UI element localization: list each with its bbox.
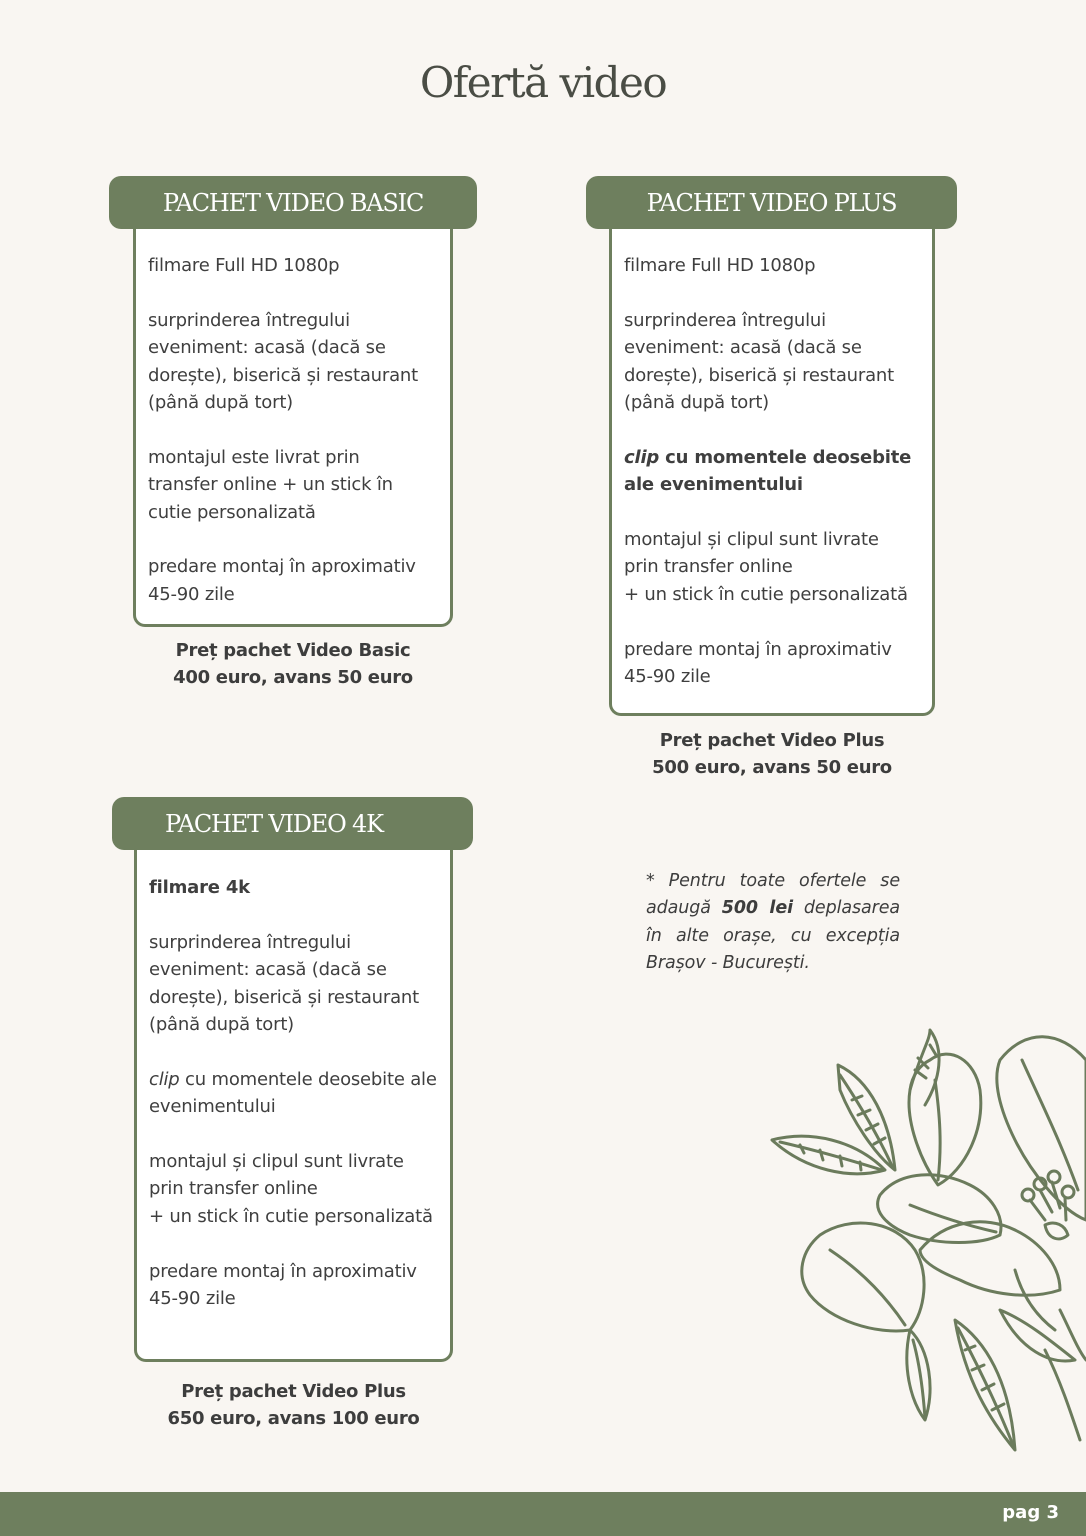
package-item-text: filmare Full HD 1080p [624,255,816,276]
page-footer [0,1492,1086,1536]
package-item [149,874,438,901]
package-item-text: filmare Full HD 1080p [148,255,340,276]
package-item [148,553,438,608]
package-item-emphasis: clip [624,446,660,468]
package-item [148,252,438,279]
note-text-before: * Pentru toate ofertele se adaugă [646,871,900,919]
package-item-text: cu momentele deosebite ale evenimentului [624,446,912,496]
package-header-plus: PACHET VIDEO PLUS [586,176,957,229]
package-item [149,1066,438,1121]
package-item [148,307,438,417]
package-header-basic: PACHET VIDEO BASIC [109,176,477,229]
package-item [624,307,920,417]
travel-fee-note [646,868,900,978]
note-highlight: 500 lei [721,898,794,919]
package-item-text: predare montaj în aproximativ 45-90 zile [148,556,416,605]
package-item-text: cu momentele deosebite ale evenimentului [149,1068,437,1118]
package-header-4k: PACHET VIDEO 4K [112,797,473,850]
package-item [149,929,438,1039]
package-item [149,1258,438,1313]
package-item-text: surprinderea întregului eveniment: acasă (dacă se dorește), biserică și restaurant (până după tort) [149,931,419,1036]
package-item [624,252,920,279]
package-items [149,874,438,1312]
package-card-basic [133,226,453,627]
package-card-plus [609,226,935,716]
package-item-text: montajul este livrat prin transfer online + un stick în cutie personalizată [148,446,393,523]
package-items [624,252,920,690]
package-item-text: surprinderea întregului eveniment: acasă (dacă se dorește), biserică și restaurant (până după tort) [624,309,894,414]
package-item [624,636,920,691]
package-item-text: predare montaj în aproximativ 45-90 zile [624,638,892,688]
floral-illustration [760,1020,1086,1470]
package-item [148,444,438,526]
package-item-text: surprinderea întregului eveniment: acasă (dacă se dorește), biserică și restaurant (până după tort) [148,309,418,414]
note-text-after: deplasarea în alte orașe, cu excepția Brașov - București. [646,898,901,974]
package-item-text: predare montaj în aproximativ 45-90 zile [149,1260,417,1310]
package-price-basic: Preț pachet Video Basic 400 euro, avans 50 euro [173,640,413,689]
package-item [624,526,920,608]
package-item [149,1148,438,1230]
package-item-text: filmare 4k [149,877,250,898]
package-price-4k: Preț pachet Video Plus 650 euro, avans 100 euro [167,1381,420,1430]
package-item-emphasis: clip [149,1068,180,1090]
package-item-text: montajul și clipul sunt livrate prin transfer online + un stick în cutie personalizată [149,1151,433,1227]
package-item-text: montajul și clipul sunt livrate prin transfer online + un stick în cutie personalizată [624,529,908,605]
page-title: Ofertă video [419,58,667,107]
package-price-plus: Preț pachet Video Plus 500 euro, avans 50 euro [652,730,892,779]
package-card-4k [134,848,453,1362]
package-item [624,444,920,499]
package-items [148,252,438,608]
page-number: pag 3 [1002,1502,1059,1523]
